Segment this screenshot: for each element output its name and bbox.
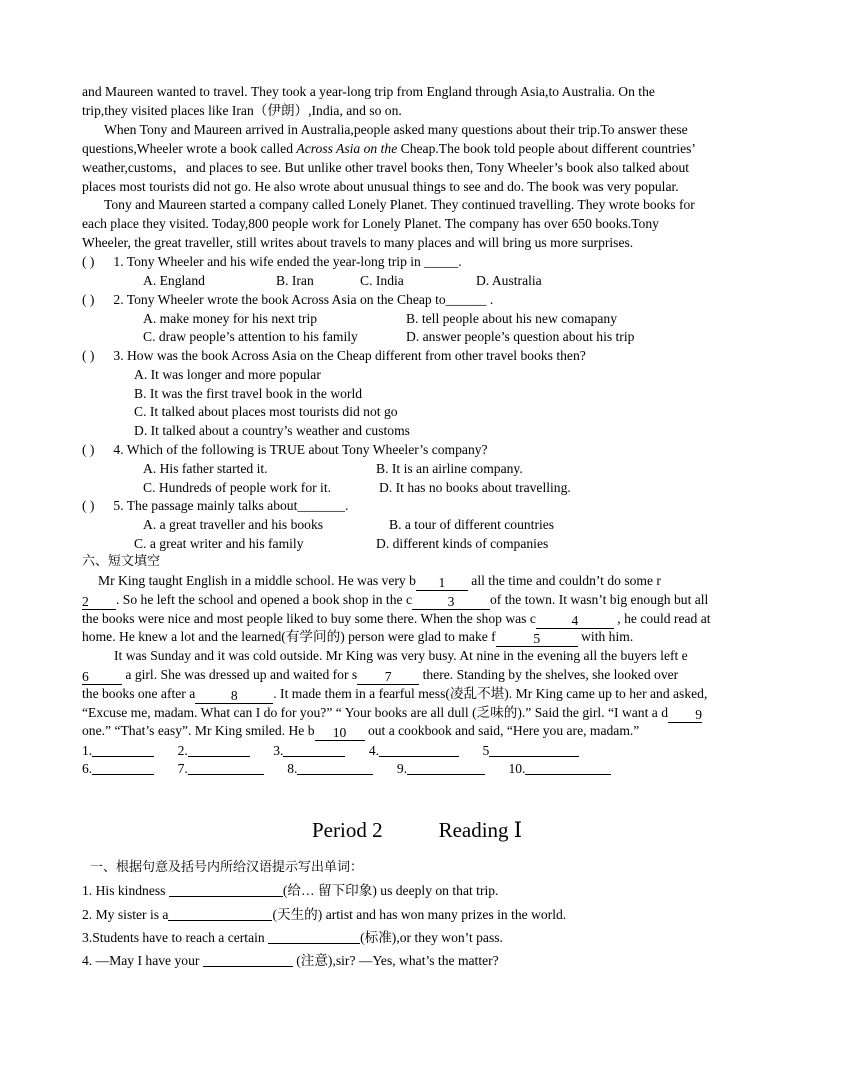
option: B. It is an airline company. [376,461,523,476]
answer-blank[interactable] [379,742,459,757]
cloze-blank: 3 [412,595,490,610]
cloze-line: “Excuse me, madam. What can I do for you?” “ Your books are all dull (乏味的).” Said the girl. “I want a d 9 [82,705,702,722]
passage-line: Wheeler, the great traveller, still writes about travels to many places and will bring us more surprises. [82,235,634,250]
answer-blank[interactable] [203,952,293,967]
cloze-line: 6 a girl. She was dressed up and waited for s 7 there. Standing by the shelves, she looked over [82,667,679,684]
cloze-blank: 4 [536,614,614,629]
cloze-blank: 7 [357,670,419,685]
option: D. It talked about a country’s weather and customs [134,423,410,438]
period-title: Period 2 Reading Ⅰ [312,818,523,842]
passage-line: questions,Wheeler wrote a book called Across Asia on the Cheap.The book told people about different countries’ [82,141,696,156]
answer-paren: ( ) [82,254,95,269]
option: A. England [143,273,205,288]
question-3: ( ) 3. How was the book Across Asia on the Cheap different from other travel books then? [82,348,586,363]
passage-line: places most tourists did not go. He also wrote about unusual things to see and do. The book was very popular. [82,179,679,194]
option: C. Hundreds of people work for it. [143,480,332,495]
passage-line: trip,they visited places like Iran（伊朗）,India, and so on. [82,103,402,118]
cloze-line: one.” “That’s easy”. Mr King smiled. He b 10 out a cookbook and said, “Here you are, madam.” [82,723,640,740]
passage-line: each place they visited. Today,800 people work for Lonely Planet. The company has over 650 books.Tony [82,216,659,231]
option: C. a great writer and his family [134,536,304,551]
option: A. a great traveller and his books [143,517,324,532]
option: A. It was longer and more popular [134,367,321,382]
exercise-item: 2. My sister is a (天生的) artist and has won many prizes in the world. [82,907,567,922]
exercise-heading: 一、根据句意及括号内所给汉语提示写出单词： [90,860,364,875]
answer-blank[interactable] [297,760,373,775]
cloze-blank: 5 [496,632,578,647]
exercise-item: 3.Students have to reach a certain (标准),or they won’t pass. [82,930,503,945]
passage-line: weather,customs，and places to see. But unlike other travel books then, Tony Wheeler’s book also talked about [82,160,690,175]
answer-blank[interactable] [168,906,272,921]
option: A. His father started it. [143,461,268,476]
cloze-blank: 1 [416,576,468,591]
option: B. tell people about his new comapany [406,311,618,326]
cloze-blank: 9 [668,708,702,723]
question-1: ( ) 1. Tony Wheeler and his wife ended the year-long trip in _____. [82,254,462,269]
answer-row: 1. 2. 3. 4. 5 [82,742,579,759]
option: C. draw people’s attention to his family [143,329,358,344]
cloze-line: It was Sunday and it was cold outside. Mr King was very busy. At nine in the evening all the buyers left e [114,648,688,663]
answer-blank[interactable] [283,742,345,757]
answer-blank[interactable] [489,742,579,757]
section-heading: 六、短文填空 [82,554,161,569]
answer-row: 6. 7. 8. 9. 10. [82,760,611,777]
exercise-item: 1. His kindness (给… 留下印象) us deeply on that trip. [82,883,499,898]
option: D. answer people’s question about his trip [406,329,635,344]
cloze-blank: 8 [195,689,273,704]
book-title: Across Asia on the [296,141,398,156]
answer-blank[interactable] [268,929,360,944]
answer-blank[interactable] [525,760,611,775]
cloze-line: 2 . So he left the school and opened a book shop in the c 3 of the town. It wasn’t big enough but all [82,592,709,609]
cloze-line: home. He knew a lot and the learned(有学问的) person were glad to make f 5 with him. [82,629,634,646]
cloze-blank: 10 [315,726,365,741]
cloze-blank: 2 [82,595,116,610]
option: B. Iran [276,273,314,288]
question-4: ( ) 4. Which of the following is TRUE about Tony Wheeler’s company? [82,442,488,457]
cloze-line: the books one after a 8 . It made them in a fearful mess(凌乱不堪). Mr King came up to her and asked, [82,686,708,703]
cloze-line: the books were nice and most people liked to buy some there. When the shop was c 4 , he could read at [82,611,711,628]
option: B. It was the first travel book in the world [134,386,363,401]
answer-blank[interactable] [188,742,250,757]
exercise-item: 4. —May I have your (注意),sir? —Yes, what’s the matter? [82,953,499,968]
answer-blank[interactable] [169,882,283,897]
option: D. different kinds of companies [376,536,549,551]
option: B. a tour of different countries [389,517,555,532]
answer-blank[interactable] [92,760,154,775]
option: A. make money for his next trip [143,311,318,326]
cloze-line: Mr King taught English in a middle school. He was very b 1 all the time and couldn’t do some r [98,573,661,590]
option: D. It has no books about travelling. [379,480,571,495]
passage-line: Tony and Maureen started a company called Lonely Planet. They continued travelling. They wrote books for [104,197,695,212]
answer-blank[interactable] [407,760,485,775]
question-5: ( ) 5. The passage mainly talks about_______. [82,498,349,513]
option: D. Australia [476,273,542,288]
answer-blank[interactable] [188,760,264,775]
option: C. It talked about places most tourists did not go [134,404,398,419]
option: C. India [360,273,404,288]
passage-line: and Maureen wanted to travel. They took a year-long trip from England through Asia,to Australia. On the [82,84,655,99]
question-2: ( ) 2. Tony Wheeler wrote the book Across Asia on the Cheap to______ . [82,292,494,307]
passage-line: When Tony and Maureen arrived in Australia,people asked many questions about their trip.To answer these [104,122,688,137]
cloze-blank: 6 [82,670,122,685]
answer-blank[interactable] [92,742,154,757]
